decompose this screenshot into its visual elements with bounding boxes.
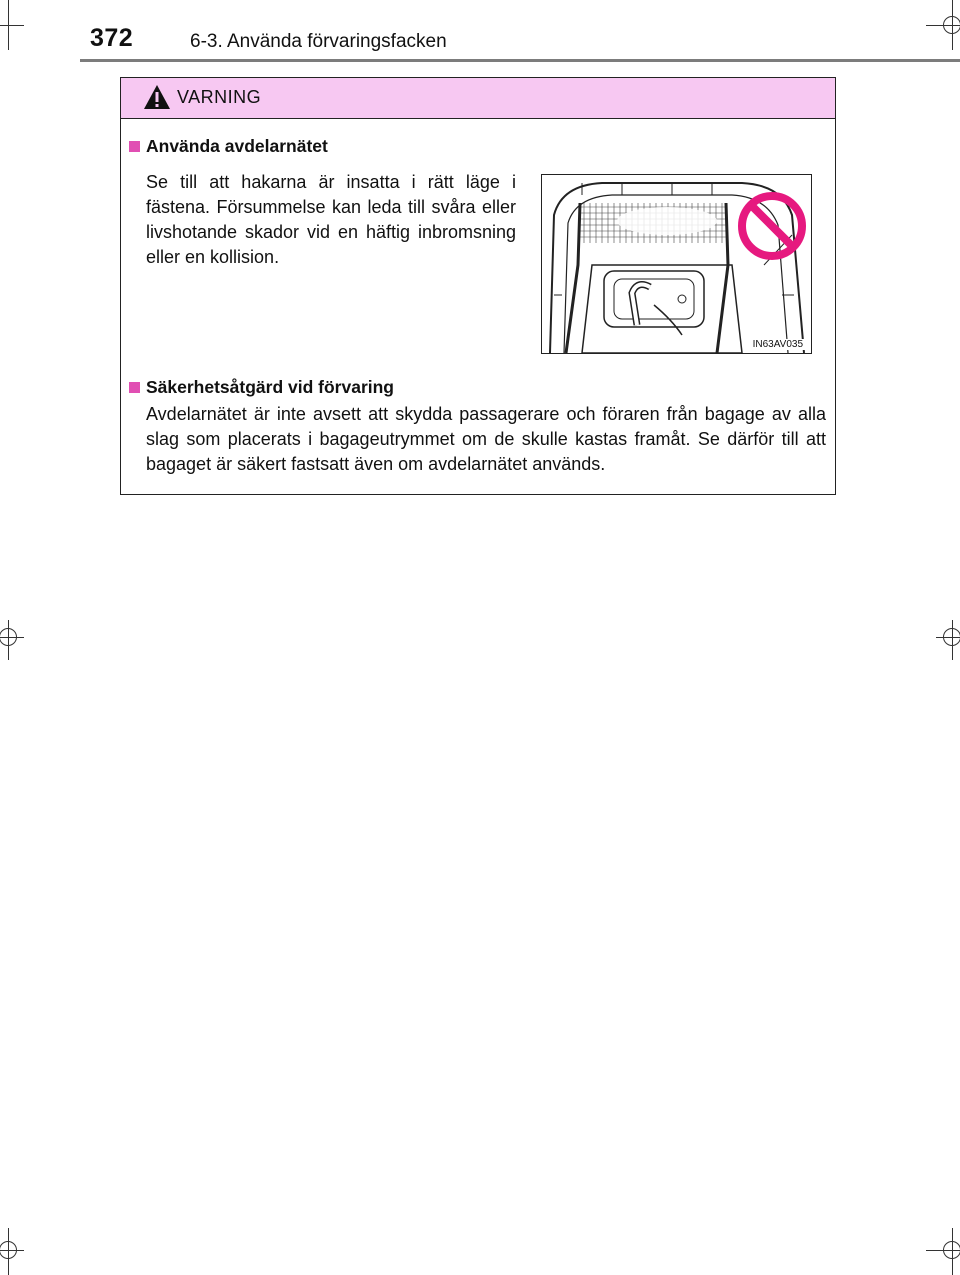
page-number: 372: [90, 24, 134, 52]
bullet-square: [129, 382, 140, 393]
section-title: 6-3. Använda förvaringsfacken: [190, 31, 447, 52]
prohibition-icon: [735, 189, 809, 263]
warning-header: [121, 78, 835, 119]
section-text: Avdelarnätet är inte avsett att skydda passagerare och föraren från bagage av alla slag som placerats i bagageutrymmet om de skulle kastas framåt. Se därför till att bagaget är säkert fastsatt även om avdelarnätet används.: [146, 404, 826, 474]
luggage-net-illustration: [541, 174, 812, 354]
warning-triangle-icon: [143, 84, 171, 110]
header-rule: [80, 59, 960, 62]
section-heading: Säkerhetsåtgärd vid förvaring: [146, 377, 394, 397]
crop-mark-bottom-right: [926, 1228, 960, 1275]
figure-code: IN63AV035: [752, 339, 803, 350]
crop-mark-mid-left: [0, 620, 30, 660]
warning-box: [120, 77, 836, 495]
section-heading: Använda avdelarnätet: [146, 136, 328, 156]
crop-mark-mid-right: [930, 620, 960, 660]
crop-mark-top-right: [926, 0, 960, 50]
crop-mark-top-left: [0, 0, 30, 50]
warning-title: VARNING: [177, 87, 262, 107]
section-text: Se till att hakarna är insatta i rätt läge i fästena. Försummelse kan leda till svåra eller livshotande skador vid en häftig inbromsning eller en kollision.: [146, 172, 516, 267]
bullet-square: [129, 141, 140, 152]
crop-mark-bottom-left: [0, 1228, 30, 1275]
